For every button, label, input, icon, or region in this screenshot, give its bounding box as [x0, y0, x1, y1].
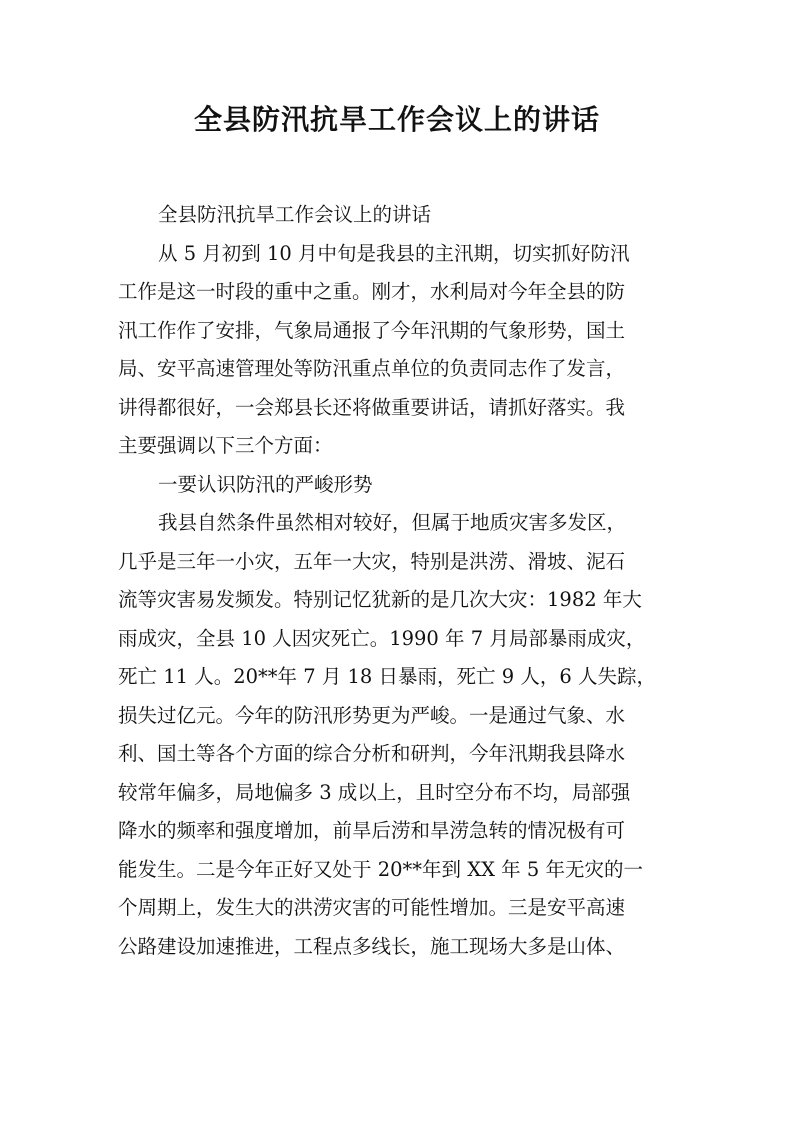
body-line: 公路建设加速推进，工程点多线长，施工现场大多是山体、 — [118, 934, 626, 958]
body-line: 降水的频率和强度增加，前旱后涝和旱涝急转的情况极有可 — [118, 819, 626, 842]
body-line: 几乎是三年一小灾，五年一大灾，特别是洪涝、滑坡、泥石 — [118, 549, 626, 573]
body-line: 死亡 11 人。20**年 7 月 18 日暴雨，死亡 9 人，6 人失踪， — [118, 665, 656, 688]
body-line: 局、安平高速管理处等防汛重点单位的负责同志作了发言， — [118, 357, 626, 380]
body-line: 汛工作作了安排，气象局通报了今年汛期的气象形势，国土 — [118, 318, 626, 342]
body-line: 损失过亿元。今年的防汛形势更为严峻。一是通过气象、水 — [118, 703, 626, 727]
body-line: 全县防汛抗旱工作会议上的讲话 — [158, 203, 432, 226]
body-line: 工作是这一时段的重中之重。刚才，水利局对今年全县的防 — [118, 280, 626, 303]
document-title: 全县防汛抗旱工作会议上的讲话 — [193, 103, 600, 136]
body-line: 利、国土等各个方面的综合分析和研判，今年汛期我县降水 — [118, 742, 626, 765]
body-line: 我县自然条件虽然相对较好，但属于地质灾害多发区， — [158, 511, 627, 534]
body-line: 主要强调以下三个方面： — [118, 434, 333, 457]
body-line: 能发生。二是今年正好又处于 20**年到 XX 年 5 年无灾的一 — [118, 857, 643, 881]
body-line: 讲得都很好，一会郑县长还将做重要讲话，请抓好落实。我 — [118, 395, 626, 419]
body-line: 个周期上，发生大的洪涝灾害的可能性增加。三是安平高速 — [118, 896, 626, 919]
body-line: 雨成灾，全县 10 人因灾死亡。1990 年 7 月局部暴雨成灾， — [118, 626, 646, 650]
body-line: 较常年偏多，局地偏多 3 成以上，且时空分布不均，局部强 — [118, 780, 631, 804]
section-heading: 一要认识防汛的严峻形势 — [158, 472, 373, 496]
body-line: 从 5 月初到 10 月中旬是我县的主汛期，切实抓好防汛 — [158, 241, 630, 265]
body-line: 流等灾害易发频发。特别记忆犹新的是几次大灾：1982 年大 — [118, 588, 642, 611]
document-body — [118, 196, 686, 966]
